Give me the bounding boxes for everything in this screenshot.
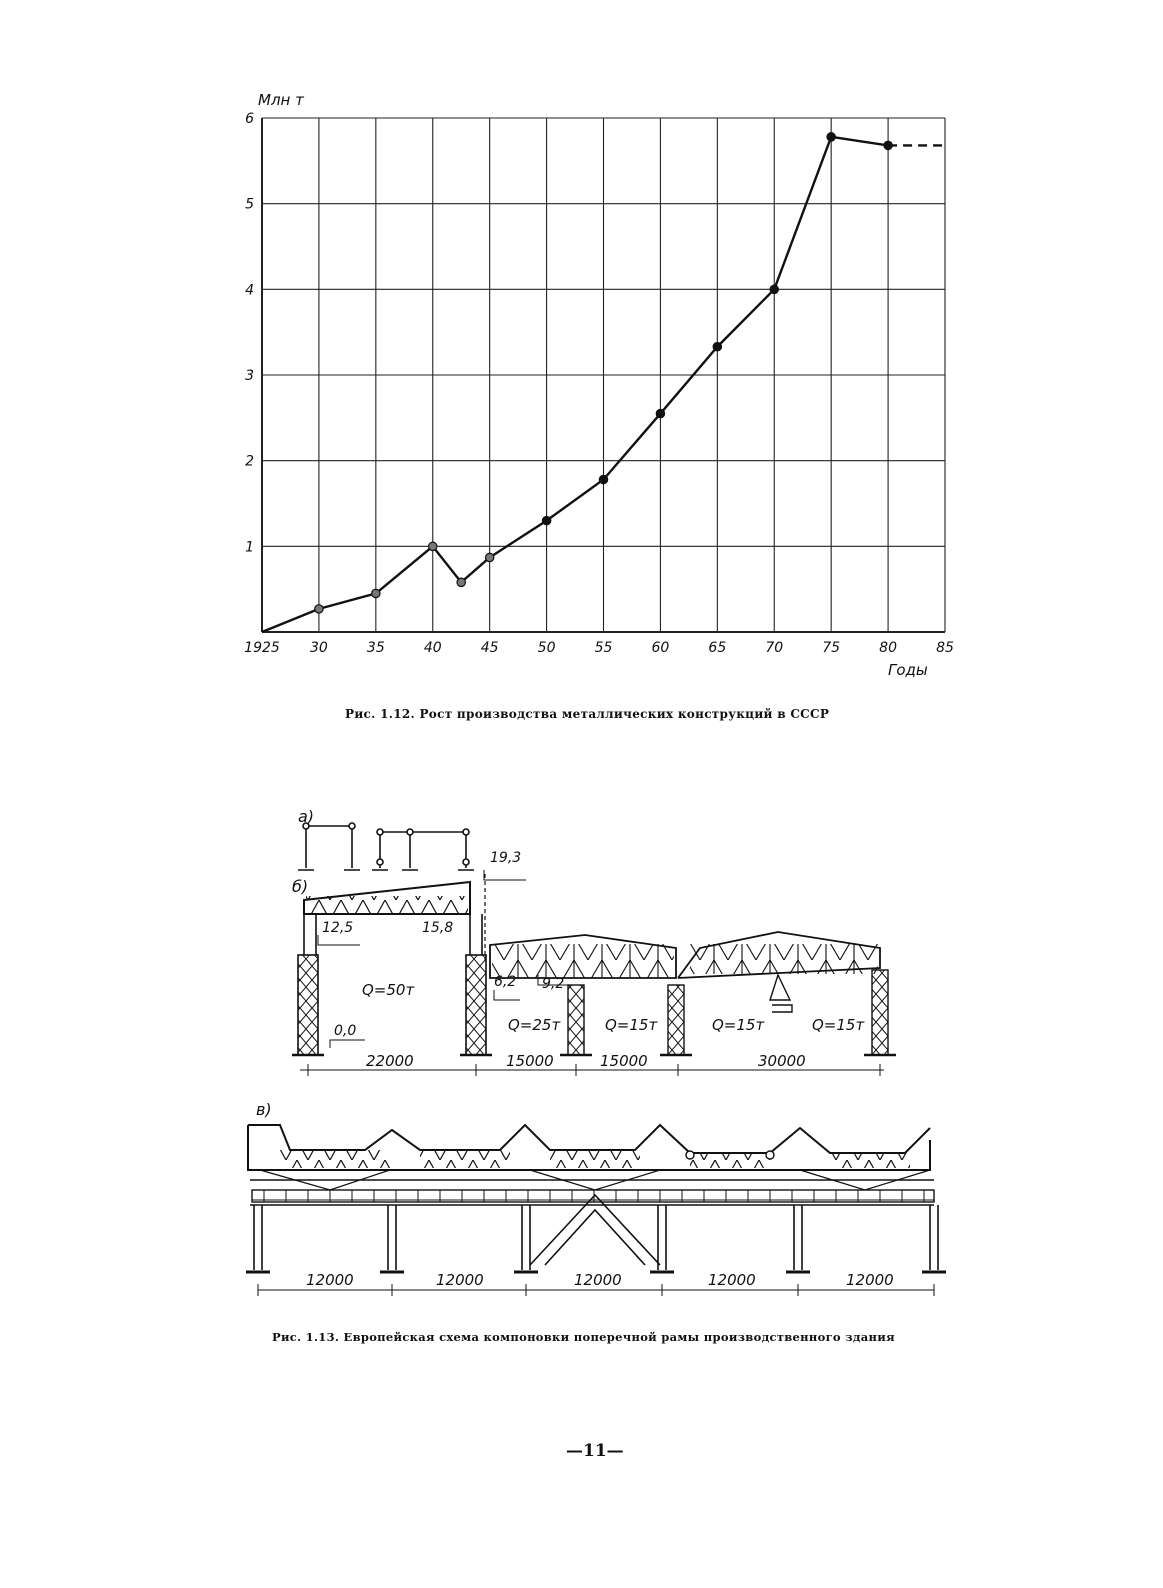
data-point bbox=[827, 133, 835, 141]
x-tick-label: 35 bbox=[366, 640, 385, 656]
label-b: б) bbox=[292, 877, 309, 896]
elevation-6-2: 6,2 bbox=[494, 974, 517, 990]
x-tick-label: 75 bbox=[822, 640, 841, 656]
x-tick-label: 30 bbox=[310, 640, 328, 656]
span-dimension: 22000 bbox=[366, 1052, 414, 1070]
data-point bbox=[770, 285, 778, 293]
load-label: Q=15т bbox=[712, 1016, 765, 1034]
y-axis-ticks bbox=[245, 111, 254, 555]
span-dimension: 12000 bbox=[708, 1271, 756, 1289]
data-point bbox=[372, 589, 380, 597]
elevation-0-0: 0,0 bbox=[334, 1023, 357, 1039]
data-point bbox=[485, 553, 493, 561]
data-point bbox=[713, 343, 721, 351]
x-tick-label: 70 bbox=[765, 640, 784, 656]
page-number: —11— bbox=[566, 1441, 624, 1461]
elevation-12-5: 12,5 bbox=[322, 920, 354, 936]
x-tick-label: 55 bbox=[594, 640, 613, 656]
label-a: а) bbox=[298, 807, 315, 826]
x-tick-label: 65 bbox=[708, 640, 727, 656]
load-label: Q=50т bbox=[362, 981, 415, 999]
series-line bbox=[262, 137, 888, 632]
data-point bbox=[429, 542, 437, 550]
figure-1-13-caption: Рис. 1.13. Европейская схема компоновки поперечной рамы производственного здания bbox=[272, 1330, 895, 1344]
data-point bbox=[457, 578, 465, 586]
span-dimension: 15000 bbox=[600, 1052, 648, 1070]
x-tick-label: 50 bbox=[537, 640, 556, 656]
y-tick-label: 1 bbox=[245, 539, 254, 556]
elevation-19-3: 19,3 bbox=[490, 850, 522, 866]
frame-b bbox=[292, 870, 896, 1076]
load-label: Q=15т bbox=[812, 1016, 865, 1034]
chart-grid bbox=[262, 118, 945, 632]
x-axis-label: Годы bbox=[888, 661, 928, 679]
x-tick-label: 45 bbox=[480, 640, 499, 656]
x-axis-ticks bbox=[244, 640, 954, 656]
x-tick-label: 40 bbox=[423, 640, 442, 656]
frame-diagram bbox=[0, 780, 1163, 1320]
steel-production-chart bbox=[0, 0, 1163, 740]
span-dimension: 12000 bbox=[574, 1271, 622, 1289]
y-tick-label: 6 bbox=[245, 111, 254, 127]
data-point bbox=[542, 516, 550, 524]
figure-1-12-caption: Рис. 1.12. Рост производства металлических конструкций в СССР bbox=[345, 707, 830, 721]
x-tick-label: 85 bbox=[936, 640, 954, 656]
span-dimension: 12000 bbox=[846, 1271, 894, 1289]
y-tick-label: 5 bbox=[245, 196, 254, 213]
elevation-15-8: 15,8 bbox=[422, 920, 454, 936]
span-dimension: 12000 bbox=[306, 1271, 354, 1289]
scheme-a bbox=[298, 823, 474, 870]
data-point bbox=[599, 475, 607, 483]
load-label: Q=25т bbox=[508, 1016, 561, 1034]
y-axis-label: Млн т bbox=[258, 91, 304, 109]
span-dimension: 12000 bbox=[436, 1271, 484, 1289]
elevation-9-2: 9,2 bbox=[542, 976, 565, 992]
span-dimension: 30000 bbox=[758, 1052, 806, 1070]
data-point bbox=[315, 605, 323, 613]
data-point bbox=[656, 409, 664, 417]
load-label: Q=15т bbox=[605, 1016, 658, 1034]
x-tick-label: 80 bbox=[879, 640, 897, 656]
x-tick-label: 1925 bbox=[244, 640, 280, 656]
y-tick-label: 3 bbox=[245, 368, 254, 384]
y-tick-label: 4 bbox=[245, 282, 254, 299]
label-v: в) bbox=[256, 1100, 272, 1119]
span-dimension: 15000 bbox=[506, 1052, 554, 1070]
y-tick-label: 2 bbox=[245, 453, 254, 470]
data-point bbox=[884, 141, 892, 149]
x-tick-label: 60 bbox=[651, 640, 670, 656]
